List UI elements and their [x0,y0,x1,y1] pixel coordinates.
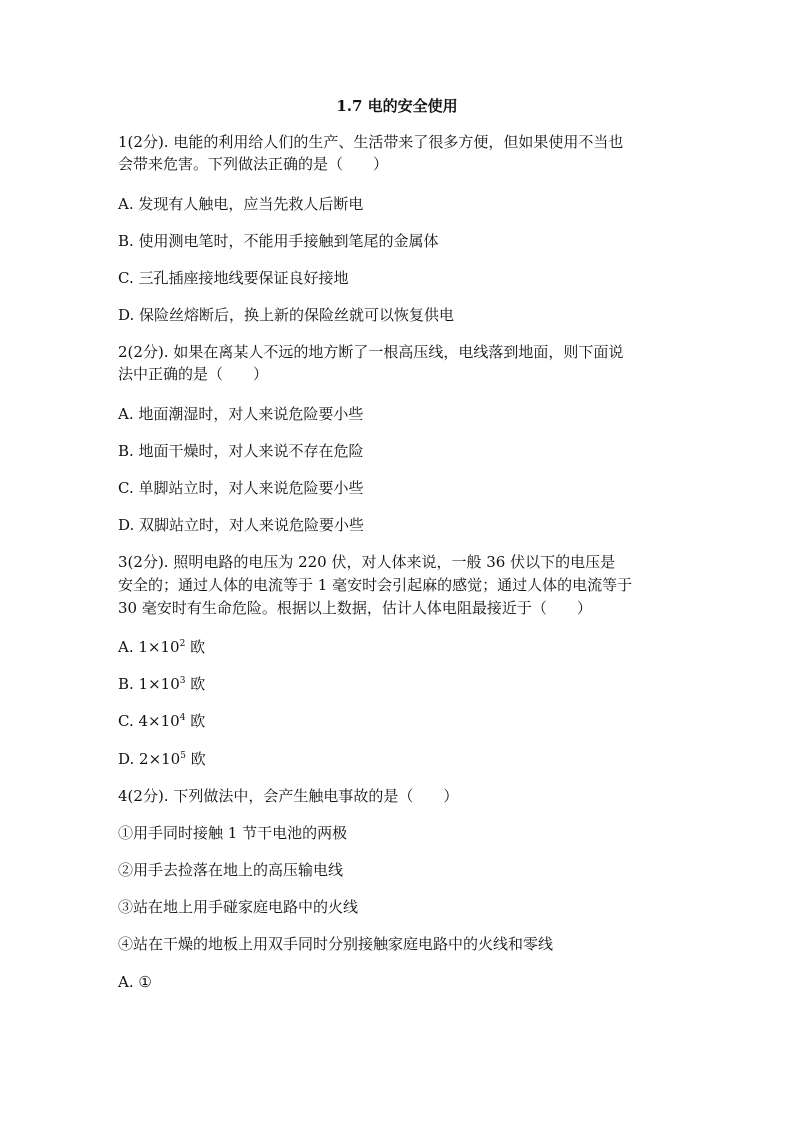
q1-option-a: A. 发现有人触电，应当先救人后断电 [118,195,364,213]
q3-option-c [118,710,678,732]
q1-option-d: D. 保险丝熔断后，换上新的保险丝就可以恢复供电 [118,306,455,324]
q4-stem: 4(2分). 下列做法中，会产生触电事故的是（ ） [118,787,459,805]
q4-statement-3: ③站在地上用手碰家庭电路中的火线 [118,898,359,916]
q4-statement-1: ①用手同时接触 1 节干电池的两极 [118,824,348,842]
q3-option-d-exponent: 5 [180,751,186,761]
q3-option-d-unit: 欧 [185,750,206,768]
q3-stem-line3: 30 毫安时有生命危险。根据以上数据，估计人体电阻最接近于（ ） [118,599,592,617]
q1-option-c: C. 三孔插座接地线要保证良好接地 [118,269,349,287]
q1-option-b: B. 使用测电笔时，不能用手接触到笔尾的金属体 [118,232,439,250]
q3-option-b-base: B. 1×10 [118,675,180,693]
q3-stem-line2: 安全的；通过人体的电流等于 1 毫安时会引起麻的感觉；通过人体的电流等于 [118,576,633,594]
q1-stem-line1: 1(2分). 电能的利用给人们的生产、生活带来了很多方便，但如果使用不当也 [118,133,624,151]
q2-stem-line1: 2(2分). 如果在离某人不远的地方断了一根高压线，电线落到地面，则下面说 [118,343,624,361]
q3-option-c-unit: 欧 [185,712,206,730]
q2-option-c: C. 单脚站立时，对人来说危险要小些 [118,479,364,497]
q3-option-a-exponent: 2 [179,639,186,649]
q3-stem-line1: 3(2分). 照明电路的电压为 220 伏，对人体来说，一般 36 伏以下的电压是 [118,553,616,571]
q2-stem-line2: 法中正确的是（ ） [118,365,269,383]
q4-option-a: A. ① [118,973,152,991]
q3-option-b [118,673,678,695]
q4-statement-2: ②用手去捡落在地上的高压输电线 [118,861,344,879]
q4-statement-4: ④站在干燥的地板上用双手同时分别接触家庭电路中的火线和零线 [118,935,554,953]
q3-option-b-exponent: 3 [179,676,186,686]
page-title: 1.7 电的安全使用 [336,97,458,115]
q3-option-b-unit: 欧 [185,675,206,693]
q2-option-d: D. 双脚站立时，对人来说危险要小些 [118,516,365,534]
q3-option-d [118,748,678,770]
q3-option-a-unit: 欧 [185,638,206,656]
q2-option-b: B. 地面干燥时，对人来说不存在危险 [118,442,364,460]
q3-option-d-base: D. 2×10 [118,750,181,768]
q2-option-a: A. 地面潮湿时，对人来说危险要小些 [118,405,364,423]
q1-stem-line2: 会带来危害。下列做法正确的是（ ） [118,155,389,173]
q3-option-a-base: A. 1×10 [118,638,180,656]
q3-option-c-base: C. 4×10 [118,712,180,730]
q3-option-c-exponent: 4 [179,713,186,723]
q3-option-a [118,636,678,658]
